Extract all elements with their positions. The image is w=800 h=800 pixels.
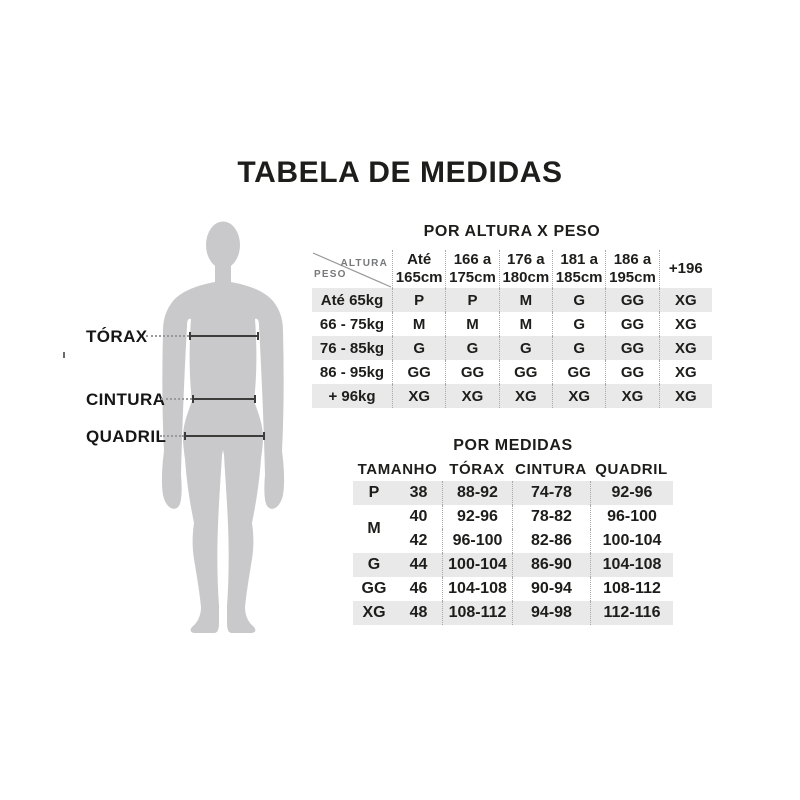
number-cell: 42 [409, 532, 428, 549]
weight-row-label: 76 - 85kg [312, 336, 392, 360]
weight-row-label: 66 - 75kg [319, 315, 385, 333]
number-cell: 44 [395, 553, 442, 577]
column-header-line1: 176 a [507, 251, 545, 268]
size-value-cell: P [445, 288, 498, 312]
column-header-line2: 175cm [449, 269, 496, 286]
size-value-cell: XG [659, 288, 712, 312]
number-cell: 46 [409, 580, 428, 597]
cintura-cell: 90-94 [512, 577, 590, 601]
quadril-cell: 92-96 [590, 481, 673, 505]
column-header-line2: 195cm [609, 269, 656, 286]
column-header [605, 250, 658, 288]
measures-table-title: POR MEDIDAS [453, 437, 573, 454]
quadril-cell: 96-100 [590, 505, 673, 529]
column-header-line1: +196 [668, 260, 703, 277]
column-header [499, 250, 552, 288]
size-value-cell: XG [499, 384, 552, 408]
column-header-line2: 165cm [395, 269, 443, 286]
torax-cell: 108-112 [442, 601, 512, 625]
quadril-leader-line [160, 435, 184, 437]
size-value-cell: GG [605, 288, 658, 312]
quadril-header: QUADRIL [595, 461, 668, 478]
size-value-cell: G [392, 336, 445, 360]
quadril-cell: 104-108 [590, 553, 673, 577]
cintura-label: CINTURA [86, 390, 166, 409]
column-header [392, 250, 445, 288]
size-value-cell: XG [659, 312, 712, 336]
torax-leader-line [146, 335, 189, 337]
torax-cell: 88-92 [442, 481, 512, 505]
torax-cell: 96-100 [442, 529, 512, 553]
weight-row-label: Até 65kg [312, 288, 392, 312]
column-header-line1: Até [407, 251, 432, 268]
size-value-cell: XG [659, 336, 712, 360]
size-value-cell: P [392, 288, 445, 312]
quadril-measure-line [184, 435, 265, 437]
size-value-cell: M [445, 312, 498, 336]
size-cell: G [353, 553, 395, 577]
size-cell: GG [361, 580, 387, 597]
size-value-cell: XG [445, 384, 498, 408]
cintura-cell: 94-98 [512, 601, 590, 625]
size-value-cell: GG [605, 312, 658, 336]
cintura-cell: 86-90 [512, 553, 590, 577]
weight-row-label: 86 - 95kg [319, 363, 385, 381]
size-value-cell: XG [659, 384, 712, 408]
cintura-measure-line [192, 398, 256, 400]
page-title: TABELA DE MEDIDAS [237, 156, 563, 189]
size-value-cell: G [552, 336, 605, 360]
size-cell: P [353, 481, 395, 505]
size-value-cell: M [499, 312, 552, 336]
number-cell: 38 [395, 481, 442, 505]
size-value-cell: GG [392, 360, 445, 384]
body-silhouette [158, 221, 288, 636]
size-value-cell: GG [605, 360, 658, 384]
torax-cell: 104-108 [442, 577, 512, 601]
cintura-cell: 78-82 [512, 505, 590, 529]
size-value-cell: G [445, 336, 498, 360]
body-silhouette-icon [158, 221, 288, 636]
size-cell: XG [353, 601, 395, 625]
torax-header: TÓRAX [449, 461, 505, 478]
stray-mark [63, 352, 65, 358]
measures-table [353, 458, 673, 625]
number-cell: 40 [409, 508, 428, 525]
quadril-cell: 112-116 [590, 601, 673, 625]
peso-axis-label: PESO [314, 269, 347, 280]
size-value-cell: XG [552, 384, 605, 408]
size-cell: M [367, 520, 381, 537]
size-value-cell: G [552, 312, 605, 336]
size-value-cell: XG [605, 384, 658, 408]
cintura-header: CINTURA [515, 461, 587, 478]
cintura-leader-line [161, 398, 192, 400]
column-header [659, 250, 712, 288]
column-header-line2: 185cm [555, 269, 603, 286]
column-header [445, 250, 498, 288]
size-value-cell: M [392, 312, 445, 336]
size-value-cell: GG [552, 360, 605, 384]
weight-row-label: + 96kg [312, 384, 392, 408]
quadril-cell: 100-104 [590, 529, 673, 553]
size-value-cell: M [499, 288, 552, 312]
height-weight-table [312, 250, 712, 408]
torax-cell: 100-104 [442, 553, 512, 577]
size-value-cell: XG [392, 384, 445, 408]
column-header-line1: 181 a [560, 251, 598, 268]
cintura-cell: 74-78 [512, 481, 590, 505]
column-header-line1: 166 a [453, 251, 492, 268]
size-value-cell: GG [499, 360, 552, 384]
torax-cell: 92-96 [442, 505, 512, 529]
column-header-line2: 180cm [502, 269, 550, 286]
quadril-label: QUADRIL [86, 427, 167, 446]
torax-label: TÓRAX [86, 327, 148, 346]
size-value-cell: XG [659, 360, 712, 384]
number-cell: 48 [395, 601, 442, 625]
column-header [552, 250, 605, 288]
column-header-line1: 186 a [613, 251, 652, 268]
height-weight-table-title: POR ALTURA X PESO [423, 223, 601, 240]
altura-axis-label: ALTURA [340, 258, 388, 269]
size-value-cell: GG [605, 336, 658, 360]
size-value-cell: G [499, 336, 552, 360]
quadril-cell: 108-112 [590, 577, 673, 601]
size-value-cell: G [552, 288, 605, 312]
axis-corner-cell [312, 250, 392, 288]
cintura-cell: 82-86 [512, 529, 590, 553]
tamanho-header: TAMANHO [357, 461, 438, 478]
torax-measure-line [189, 335, 259, 337]
size-value-cell: GG [445, 360, 498, 384]
